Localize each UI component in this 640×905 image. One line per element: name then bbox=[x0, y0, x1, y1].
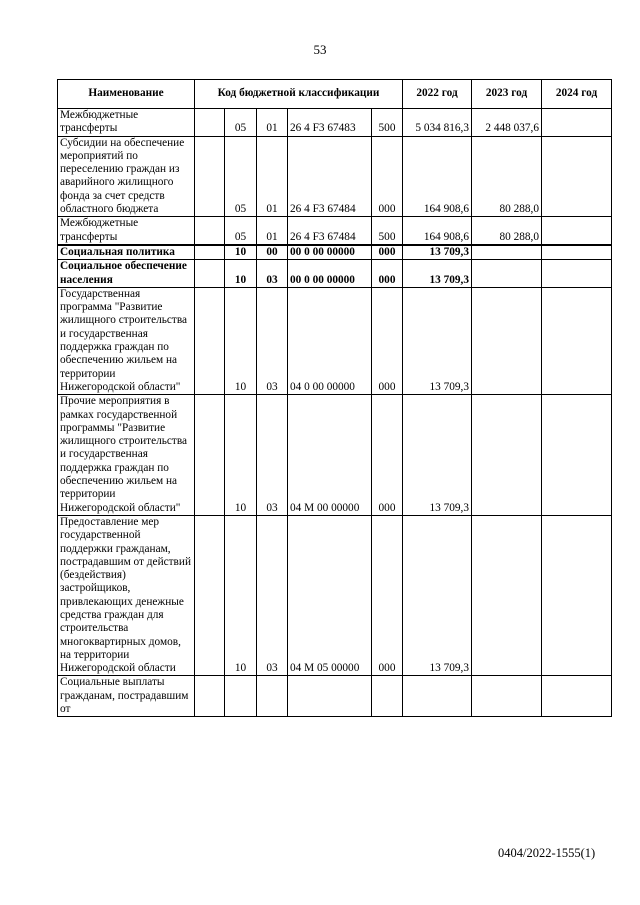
row-2022: 13 709,3 bbox=[403, 395, 472, 516]
row-section: 05 bbox=[225, 109, 257, 137]
row-2023: 80 288,0 bbox=[472, 217, 542, 245]
row-2023 bbox=[472, 260, 542, 288]
row-blank bbox=[195, 395, 225, 516]
row-blank bbox=[195, 287, 225, 394]
header-code: Код бюджетной классификации bbox=[195, 80, 403, 109]
table-row bbox=[58, 676, 612, 717]
row-blank bbox=[195, 109, 225, 137]
row-subsection: 01 bbox=[257, 217, 288, 245]
row-expense-type: 000 bbox=[372, 245, 403, 260]
header-2024: 2024 год bbox=[542, 80, 612, 109]
row-target-code: 04 М 05 00000 bbox=[288, 515, 372, 676]
row-target-code: 04 М 00 00000 bbox=[288, 395, 372, 516]
row-blank bbox=[195, 676, 225, 717]
row-subsection: 03 bbox=[257, 260, 288, 288]
row-name: Социальные выплаты гражданам, пострадавшим от bbox=[58, 676, 195, 717]
row-2024 bbox=[542, 217, 612, 245]
row-name: Предоставление мер государственной поддержки гражданам, пострадавшим от действий (бездействия) застройщиков, привлекающих денежные средства граждан для строительства многоквартирных домов, на территории Нижегородской области bbox=[58, 515, 195, 676]
row-subsection: 01 bbox=[257, 136, 288, 217]
row-expense-type: 000 bbox=[372, 395, 403, 516]
row-expense-type: 000 bbox=[372, 515, 403, 676]
row-2024 bbox=[542, 260, 612, 288]
row-2022: 164 908,6 bbox=[403, 136, 472, 217]
row-section bbox=[225, 676, 257, 717]
row-section: 05 bbox=[225, 217, 257, 245]
row-blank bbox=[195, 245, 225, 260]
row-target-code: 26 4 F3 67484 bbox=[288, 136, 372, 217]
table-row bbox=[58, 260, 612, 288]
row-2022: 164 908,6 bbox=[403, 217, 472, 245]
row-2023: 2 448 037,6 bbox=[472, 109, 542, 137]
row-2023 bbox=[472, 676, 542, 717]
row-name: Субсидии на обеспечение мероприятий по переселению граждан из аварийного жилищного фонда за счет средств областного бюджета bbox=[58, 136, 195, 217]
row-2022: 13 709,3 bbox=[403, 260, 472, 288]
row-blank bbox=[195, 136, 225, 217]
table-row bbox=[58, 287, 612, 394]
table-row bbox=[58, 109, 612, 137]
row-2024 bbox=[542, 245, 612, 260]
row-2022: 13 709,3 bbox=[403, 245, 472, 260]
row-2023 bbox=[472, 245, 542, 260]
table-row bbox=[58, 515, 612, 676]
row-target-code bbox=[288, 676, 372, 717]
table-row bbox=[58, 245, 612, 260]
row-2024 bbox=[542, 109, 612, 137]
header-row bbox=[58, 80, 612, 109]
row-name: Межбюджетные трансферты bbox=[58, 217, 195, 245]
row-2024 bbox=[542, 287, 612, 394]
row-expense-type: 000 bbox=[372, 136, 403, 217]
row-2023 bbox=[472, 515, 542, 676]
budget-table bbox=[57, 79, 612, 717]
row-name: Социальная политика bbox=[58, 245, 195, 260]
row-2022: 5 034 816,3 bbox=[403, 109, 472, 137]
row-section: 10 bbox=[225, 515, 257, 676]
row-2023 bbox=[472, 287, 542, 394]
row-2023: 80 288,0 bbox=[472, 136, 542, 217]
row-subsection: 03 bbox=[257, 287, 288, 394]
row-name: Государственная программа "Развитие жилищного строительства и государственная поддержка граждан по обеспечению жильем на территории Нижегородской области" bbox=[58, 287, 195, 394]
row-target-code: 00 0 00 00000 bbox=[288, 245, 372, 260]
row-2023 bbox=[472, 395, 542, 516]
row-expense-type: 500 bbox=[372, 109, 403, 137]
row-expense-type bbox=[372, 676, 403, 717]
row-name: Межбюджетные трансферты bbox=[58, 109, 195, 137]
document-code: 0404/2022-1555(1) bbox=[498, 846, 596, 860]
row-expense-type: 000 bbox=[372, 260, 403, 288]
row-section: 10 bbox=[225, 395, 257, 516]
table-row bbox=[58, 395, 612, 516]
row-2024 bbox=[542, 395, 612, 516]
row-blank bbox=[195, 260, 225, 288]
row-2024 bbox=[542, 676, 612, 717]
row-2022: 13 709,3 bbox=[403, 515, 472, 676]
table-row bbox=[58, 136, 612, 217]
row-name: Социальное обеспечение населения bbox=[58, 260, 195, 288]
header-2022: 2022 год bbox=[403, 80, 472, 109]
row-section: 10 bbox=[225, 287, 257, 394]
row-expense-type: 000 bbox=[372, 287, 403, 394]
row-2024 bbox=[542, 515, 612, 676]
page-number: 53 bbox=[313, 42, 327, 57]
row-name: Прочие мероприятия в рамках государственной программы "Развитие жилищного строительства и государственная поддержка граждан по обеспечению жильем на территории Нижегородской области" bbox=[58, 395, 195, 516]
row-target-code: 00 0 00 00000 bbox=[288, 260, 372, 288]
row-2022: 13 709,3 bbox=[403, 287, 472, 394]
row-subsection: 00 bbox=[257, 245, 288, 260]
row-target-code: 26 4 F3 67484 bbox=[288, 217, 372, 245]
row-target-code: 26 4 F3 67483 bbox=[288, 109, 372, 137]
table-row bbox=[58, 217, 612, 245]
row-section: 10 bbox=[225, 245, 257, 260]
row-section: 05 bbox=[225, 136, 257, 217]
row-2022 bbox=[403, 676, 472, 717]
row-blank bbox=[195, 217, 225, 245]
row-2024 bbox=[542, 136, 612, 217]
row-expense-type: 500 bbox=[372, 217, 403, 245]
row-target-code: 04 0 00 00000 bbox=[288, 287, 372, 394]
row-section: 10 bbox=[225, 260, 257, 288]
row-subsection: 01 bbox=[257, 109, 288, 137]
row-blank bbox=[195, 515, 225, 676]
row-subsection: 03 bbox=[257, 395, 288, 516]
header-name: Наименование bbox=[58, 80, 195, 109]
row-subsection bbox=[257, 676, 288, 717]
row-subsection: 03 bbox=[257, 515, 288, 676]
header-2023: 2023 год bbox=[472, 80, 542, 109]
